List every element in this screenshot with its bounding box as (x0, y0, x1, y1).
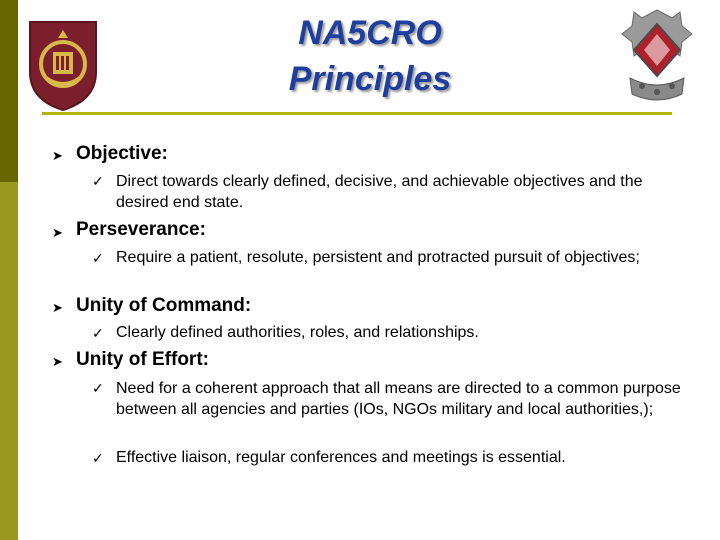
arrow-bullet-icon: ➤ (52, 225, 63, 240)
sub-item: Need for a coherent approach that all means are directed to a common purpose between all agencies and parties (IOs, NGOs military and local authorities,); (116, 380, 681, 418)
arrow-bullet-icon: ➤ (52, 354, 63, 369)
checkmark-icon: ✓ (92, 325, 104, 341)
sub-item: Clearly defined authorities, roles, and relationships. (116, 324, 479, 341)
checkmark-icon: ✓ (92, 380, 104, 396)
arrow-bullet-icon: ➤ (52, 300, 63, 315)
sub-item: Direct towards clearly defined, decisive, and achievable objectives and the desired end state. (116, 173, 643, 211)
checkmark-icon: ✓ (92, 173, 104, 189)
sub-item: Require a patient, resolute, persistent and protracted pursuit of objectives; (116, 249, 640, 266)
section-heading: Unity of Effort: (76, 349, 209, 370)
section-heading: Unity of Command: (76, 295, 252, 316)
checkmark-icon: ✓ (92, 250, 104, 266)
title-line-1: NA5CRO (298, 14, 442, 52)
section-heading: Objective: (76, 143, 168, 164)
section-heading: Perseverance: (76, 219, 206, 240)
title-line-2: Principles (288, 60, 452, 98)
sub-item: Effective liaison, regular conferences and meetings is essential. (116, 449, 566, 466)
checkmark-icon: ✓ (92, 450, 104, 466)
arrow-bullet-icon: ➤ (52, 148, 63, 163)
